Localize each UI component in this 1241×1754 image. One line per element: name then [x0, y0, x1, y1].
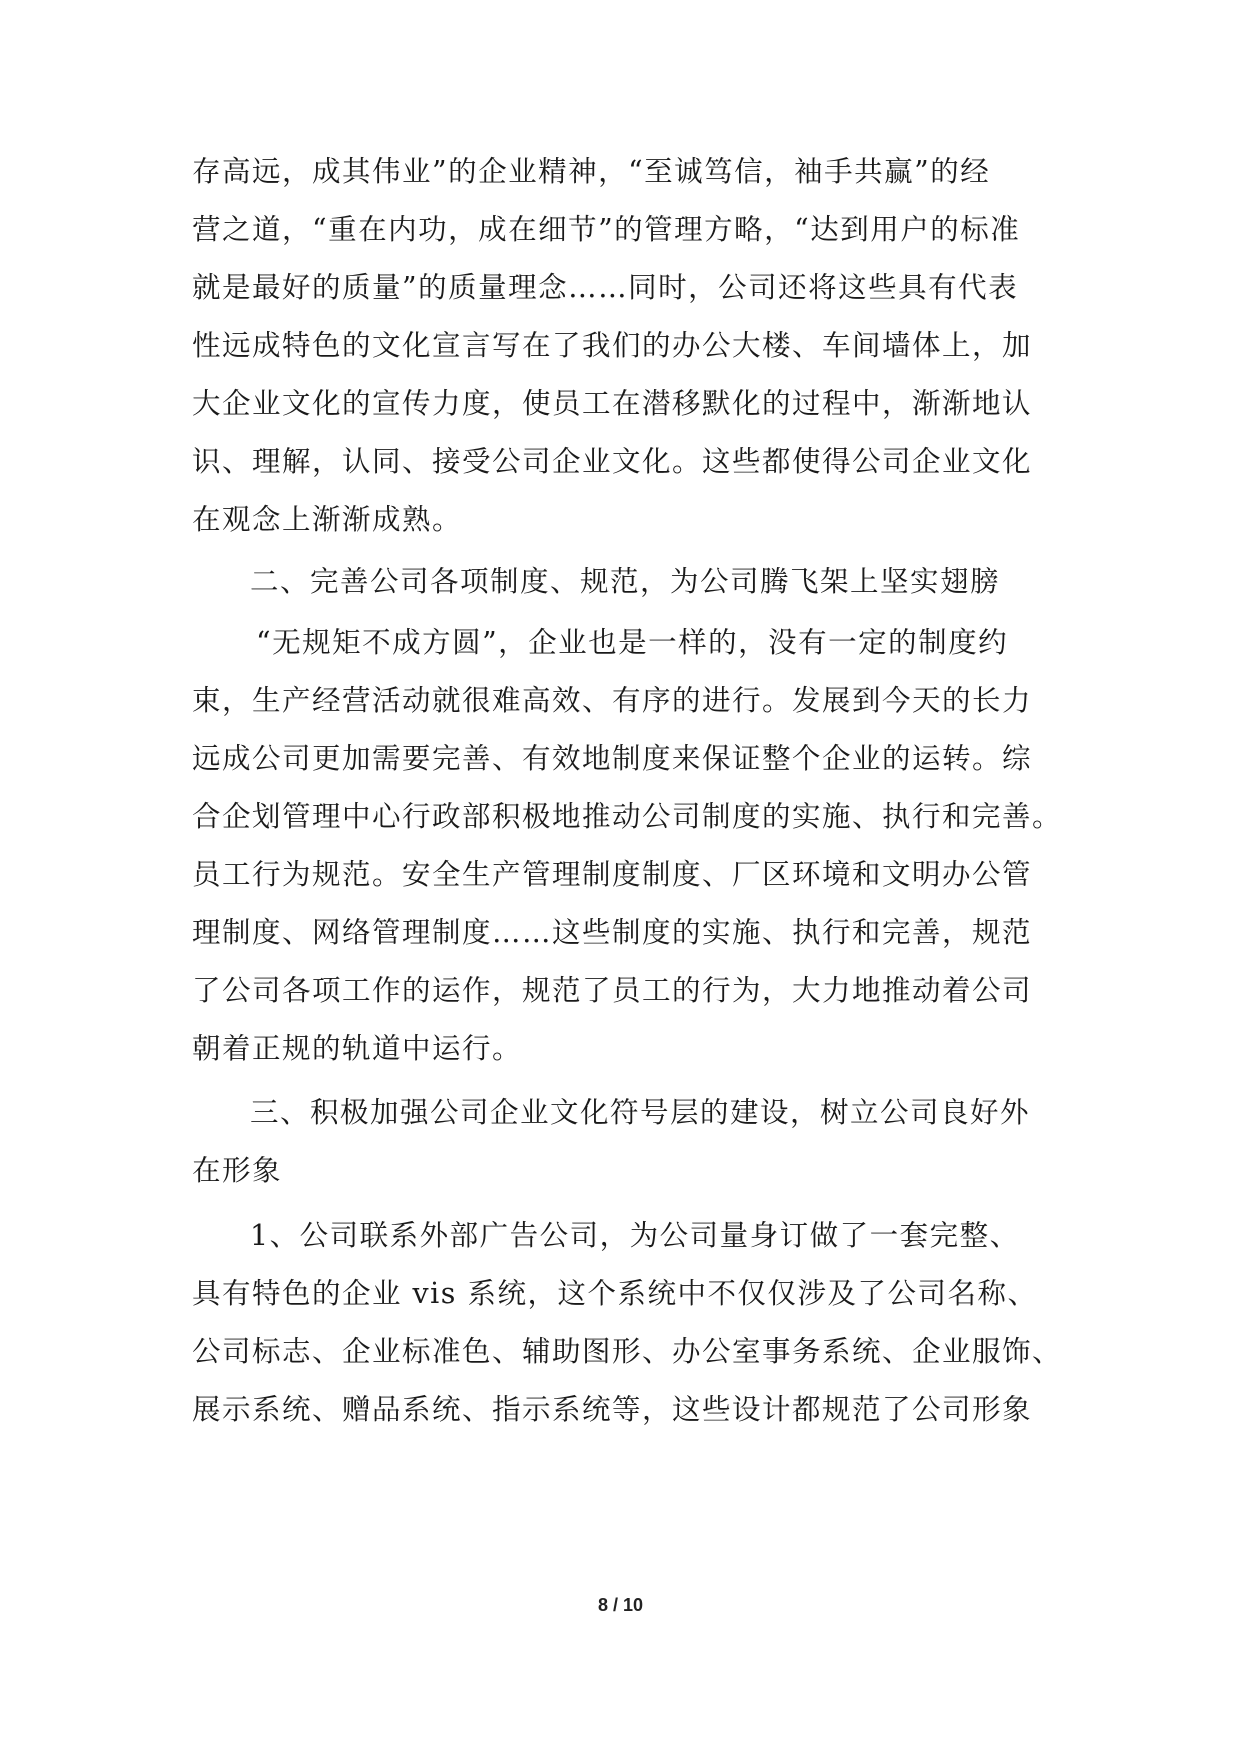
text-line: 大企业文化的宣传力度，使员工在潜移默化的过程中，渐渐地认	[192, 387, 1033, 420]
text-line: 束，生产经营活动就很难高效、有序的进行。发展到今天的长力	[192, 684, 1033, 717]
text-line: 存高远，成其伟业”的企业精神，“至诚笃信，袖手共赢”的经	[192, 155, 991, 188]
text-line: 合企划管理中心行政部积极地推动公司制度的实施、执行和完善。	[192, 800, 1063, 833]
text-line: 营之道，“重在内功，成在细节”的管理方略，“达到用户的标准	[192, 213, 1021, 246]
text-line: 展示系统、赠品系统、指示系统等，这些设计都规范了公司形象	[192, 1393, 1033, 1426]
text-line: 识、理解，认同、接受公司企业文化。这些都使得公司企业文化	[192, 445, 1033, 478]
text-line: 朝着正规的轨道中运行。	[192, 1032, 523, 1065]
page-number: 8 / 10	[597, 1595, 644, 1615]
text-line: 员工行为规范。安全生产管理制度制度、厂区环境和文明办公管	[192, 858, 1033, 891]
section-heading: 三、积极加强公司企业文化符号层的建设，树立公司良好外	[250, 1096, 1031, 1129]
text-line: 理制度、网络管理制度……这些制度的实施、执行和完善，规范	[192, 916, 1033, 949]
text-line: 就是最好的质量”的质量理念……同时，公司还将这些具有代表	[192, 271, 1019, 304]
text-line: 公司标志、企业标准色、辅助图形、办公室事务系统、企业服饰、	[192, 1335, 1063, 1368]
text-line: “无规矩不成方圆”，企业也是一样的，没有一定的制度约	[256, 626, 1009, 659]
section-heading: 二、完善公司各项制度、规范，为公司腾飞架上坚实翅膀	[250, 565, 1001, 598]
text-line: 性远成特色的文化宣言写在了我们的办公大楼、车间墙体上，加	[192, 329, 1033, 362]
section-heading-continued: 在形象	[192, 1154, 283, 1187]
text-line: 了公司各项工作的运作，规范了员工的行为，大力地推动着公司	[192, 974, 1033, 1007]
text-line: 具有特色的企业 vis 系统，这个系统中不仅仅涉及了公司名称、	[192, 1277, 1038, 1310]
text-line: 在观念上渐渐成熟。	[192, 503, 463, 536]
list-item-text: 1、公司联系外部广告公司，为公司量身订做了一套完整、	[250, 1219, 1020, 1252]
text-line: 远成公司更加需要完善、有效地制度来保证整个企业的运转。综	[192, 742, 1033, 775]
